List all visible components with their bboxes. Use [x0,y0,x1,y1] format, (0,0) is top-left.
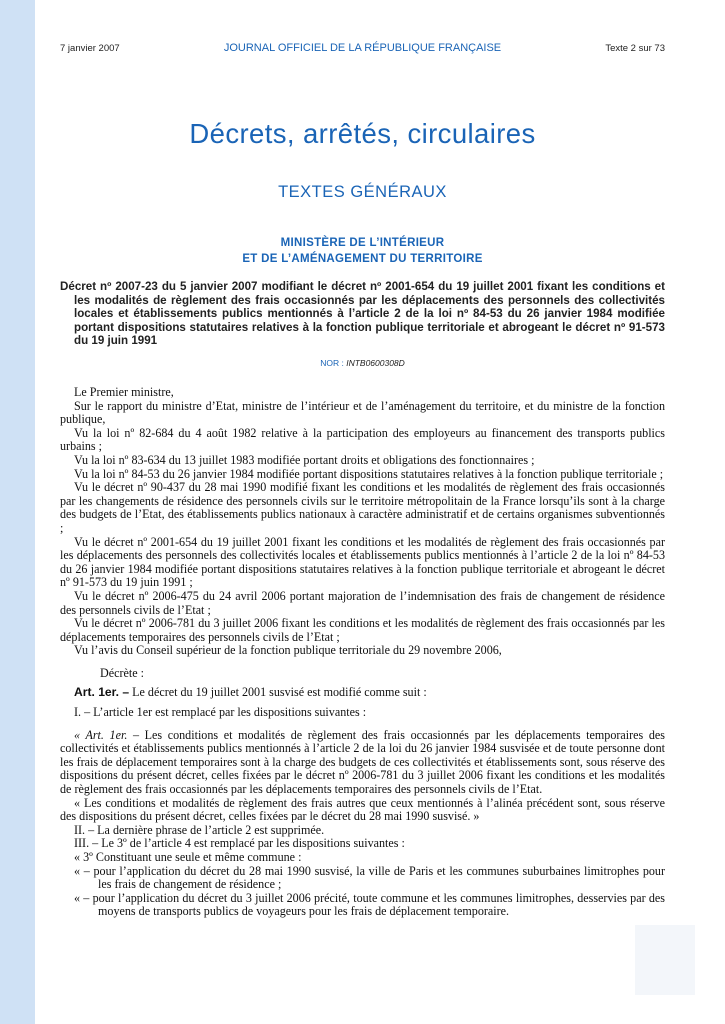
paragraph: Vu le décret nº 90-437 du 28 mai 1990 modifié fixant les conditions et les modalités de règlement des frais occasionnés par les changements de résidence des personnels civils sur le territoire métropolitain de la France lorsqu’ils sont à la charge des budgets de l’Etat, des établissements publics nationaux à caractère administratif et de certains organismes subventionnés ; [60,480,665,535]
quoted-article [60,729,665,797]
quoted-article-text: Les conditions et modalités de règlement des frais occasionnés par les déplacements temporaires des collectivités et établissements publics mentionnés à l’article 2 de la loi du 26 janvier 1984 susvisée et de toute personne dont les frais de déplacement temporaires sont à la charge des budgets de ces collectivités et établissements sont, sous réserve des dispositions du présent décret, celles fixées par le décret nº 2006-781 du 3 juillet 2006 fixant les conditions et les modalités de règlement des frais occasionnés par les déplacements temporaires des personnels civils de l’Etat. [60,727,665,797]
nor-value: INTB0600308D [346,358,405,368]
paragraph: « 3º Constituant une seule et même commune : [74,850,302,864]
paragraph: I. – L’article 1er est remplacé par les dispositions suivantes : [74,705,367,720]
side-color-bar [0,0,35,1024]
nor-label: NOR : [320,358,344,368]
paragraph: Vu la loi nº 83-634 du 13 juillet 1983 modifiée portant droits et obligations des fonctionnaires ; [74,452,535,467]
paragraph: III. – Le 3º de l’article 4 est remplacé par les dispositions suivantes : [74,836,405,851]
ministry-name [60,235,665,267]
header-journal: JOURNAL OFFICIEL DE LA RÉPUBLIQUE FRANÇAISE [223,42,502,54]
paragraph: Le Premier ministre, [74,385,174,399]
paragraph: II. – La dernière phrase de l’article 2 est supprimée. [74,822,325,837]
paragraph: Vu la loi nº 84-53 du 26 janvier 1984 modifiée portant dispositions statutaires relatives à la fonction publique territoriale ; [74,466,664,481]
ministry-line-1: MINISTÈRE DE L’INTÉRIEUR [280,237,445,249]
paragraph: Vu la loi nº 82-684 du 4 août 1982 relative à la participation des employeurs au financement des transports publics urbains ; [60,425,665,454]
list-item: « – pour l’application du décret du 3 juillet 2006 précité, toute commune et les communes limitrophes, desservies par des moyens de transports publics de voyageurs pour les frais de déplacement temporaire. [74,890,665,919]
paragraph: Sur le rapport du ministre d’Etat, ministre de l’intérieur et de l’aménagement du territoire, et du ministre de la fonction publique, [60,398,665,427]
article-1 [60,686,665,700]
list-item: « – pour l’application du décret du 28 mai 1990 susvisé, la ville de Paris et les communes suburbaines limitrophes pour les frais de changement de résidence ; [74,863,665,892]
quoted-article-label: « Art. 1er. – [74,727,140,742]
nor-reference [60,358,665,368]
section-subtitle: TEXTES GÉNÉRAUX [278,183,447,201]
header-date: 7 janvier 2007 [60,43,120,54]
paragraph: Vu le décret nº 2006-475 du 24 avril 2006 portant majoration de l’indemnisation des frais de changement de résidence des personnels civils de l’Etat ; [60,588,665,617]
paragraph: Vu le décret nº 2006-781 du 3 juillet 2006 fixant les conditions et les modalités de règlement des frais occasionnés par les déplacements temporaires des personnels civils de l’Etat ; [60,616,665,644]
document-page [60,0,665,1024]
header-page-number: Texte 2 sur 73 [605,43,665,54]
paragraph: Vu l’avis du Conseil supérieur de la fonction publique territoriale du 29 novembre 2006, [74,643,502,658]
section-title: Décrets, arrêtés, circulaires [189,118,536,149]
decree-formula: Décrète : [100,665,144,680]
article-label: Art. 1er. – [74,685,130,700]
ministry-line-2: ET DE L’AMÉNAGEMENT DU TERRITOIRE [242,253,483,265]
page-header [60,43,665,57]
paragraph: Vu le décret nº 2001-654 du 19 juillet 2001 fixant les conditions et les modalités de règlement des frais occasionnés par les déplacements des personnels des collectivités locales et établissements publics mentionnés à l’article 2 de la loi nº 84-53 du 26 janvier 1984 modifiée portant dispositions statutaires relatives à la fonction publique territoriale et abrogeant le décret nº 91-573 du 19 juin 1991 ; [60,534,665,590]
decree-title: Décret nº 2007-23 du 5 janvier 2007 modifiant le décret nº 2001-654 du 19 juillet 2001 fixant les conditions et les modalités de règlement des frais occasionnés par les déplacements des personnels des collectivités locales et établissements publics mentionnés à l’article 2 de la loi nº 84-53 du 26 janvier 1984 modifiée portant dispositions statutaires relatives à la fonction publique territoriale et abrogeant le décret nº 91-573 du 19 juin 1991 [60,280,665,347]
article-text: Le décret du 19 juillet 2001 susvisé est modifié comme suit : [129,685,427,700]
paragraph: « Les conditions et modalités de règlement des frais autres que ceux mentionnés à l’alinéa précédent sont, sous réserve des dispositions du présent décret, celles fixées par le décret du 28 mai 1990 susvisé. » [60,795,665,824]
document-body [60,386,665,919]
